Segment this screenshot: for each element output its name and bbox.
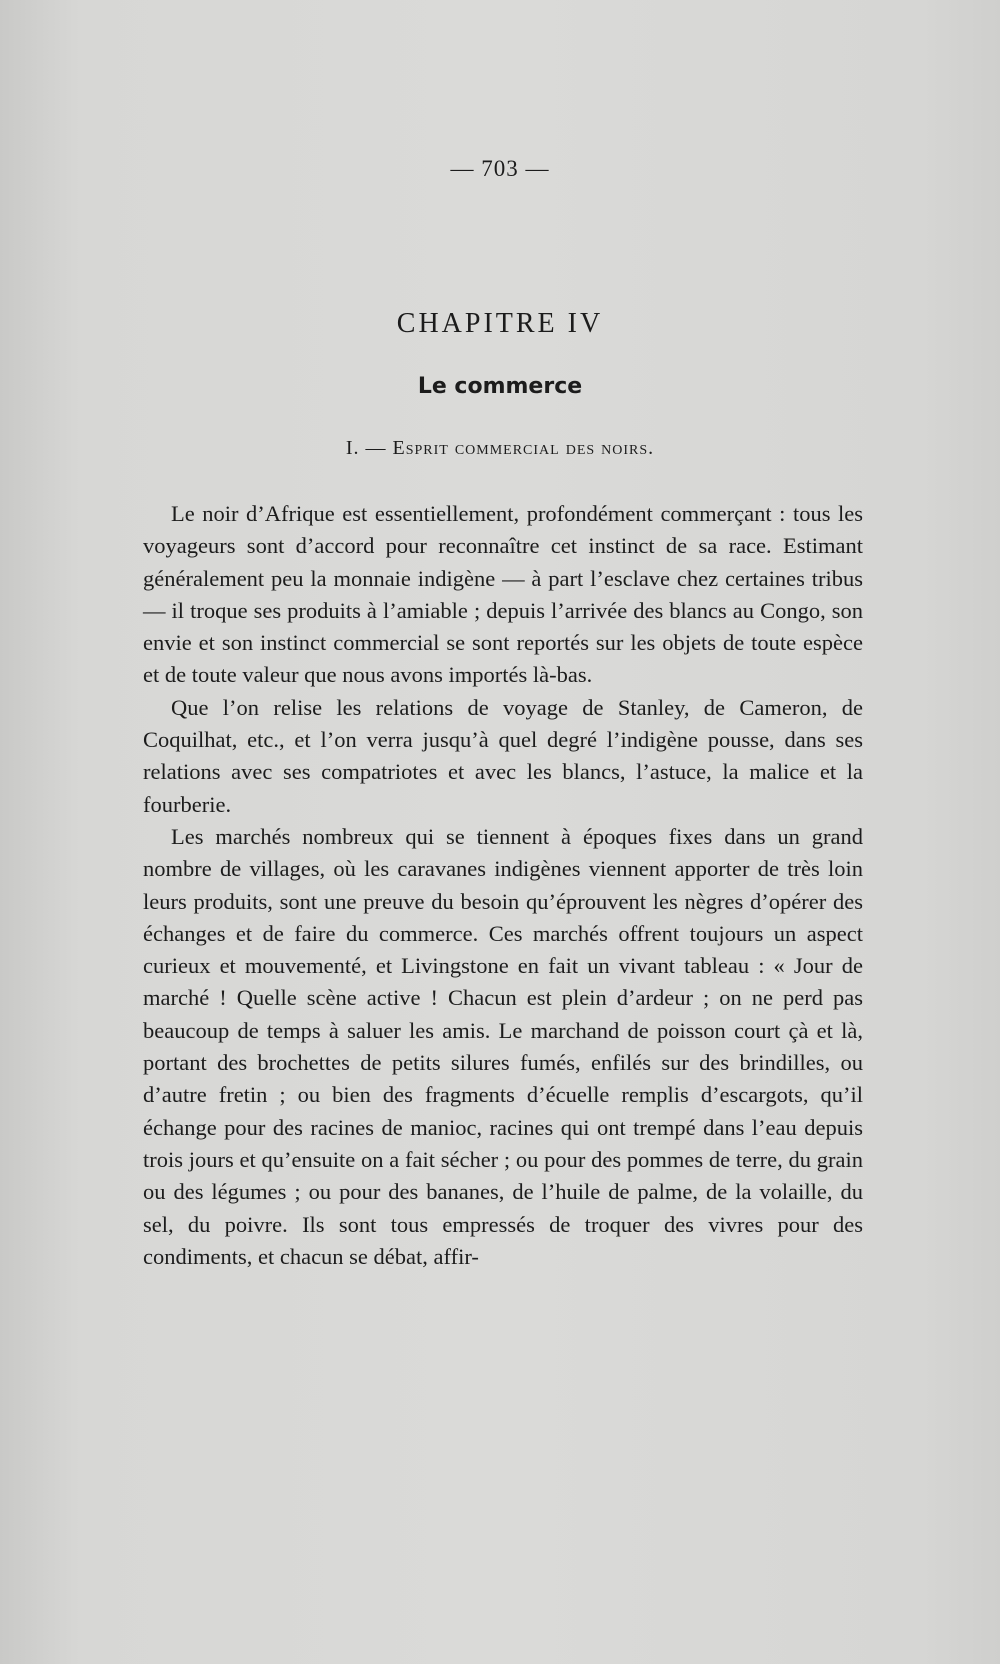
paragraph: Le noir d’Afrique est essentiellement, profondément commerçant : tous les voyageurs sont d’accord pour reconnaître cet instinct de sa race. Estimant généralement peu la monnaie indigène — à part l’esclave chez certaines tribus — il troque ses produits à l’amiable ; depuis l’arrivée des blancs au Congo, son envie et son instinct commercial se sont reportés sur les objets de toute espèce et de toute valeur que nous avons importés là-bas. (143, 501, 863, 688)
body-text (143, 498, 863, 1273)
section-number: I. — (345, 437, 387, 459)
paragraph: Que l’on relise les relations de voyage de Stanley, de Cameron, de Coquilhat, etc., et l’on verra jusqu’à quel degré l’indigène pousse, dans ses relations avec ses compatriotes et avec les blancs, l’astuce, la malice et la fourberie. (143, 694, 863, 817)
section-heading (0, 437, 1000, 460)
page-number: — 703 — (450, 156, 550, 181)
chapter-subtitle: Le commerce (417, 374, 583, 399)
section-title: Esprit commercial des noirs. (392, 437, 655, 459)
chapter-title: CHAPITRE IV (396, 308, 604, 339)
paragraph: Les marchés nombreux qui se tiennent à époques fixes dans un grand nombre de villages, où les caravanes indigènes viennent apporter de très loin leurs produits, sont une preuve du besoin qu’éprouvent les nègres d’opérer des échanges et de faire du commerce. Ces marchés offrent toujours un aspect curieux et mouvementé, et Livingstone en fait un vivant tableau : « Jour de marché ! Quelle scène active ! Chacun est plein d’ardeur ; on ne perd pas beaucoup de temps à saluer les amis. Le marchand de poisson court çà et là, portant des brochettes de petits silures fumés, enfilés sur des brindilles, ou d’autre fretin ; ou bien des fragments d’écuelle remplis d’escargots, qu’il échange pour des racines de manioc, racines qui ont trempé dans l’eau depuis trois jours et qu’ensuite on a fait sécher ; ou pour des pommes de terre, du grain ou des légumes ; ou pour des bananes, de l’huile de palme, de la volaille, du sel, du poivre. Ils sont tous empressés de troquer des vivres pour des condiments, et chacun se débat, affir- (143, 823, 863, 1269)
